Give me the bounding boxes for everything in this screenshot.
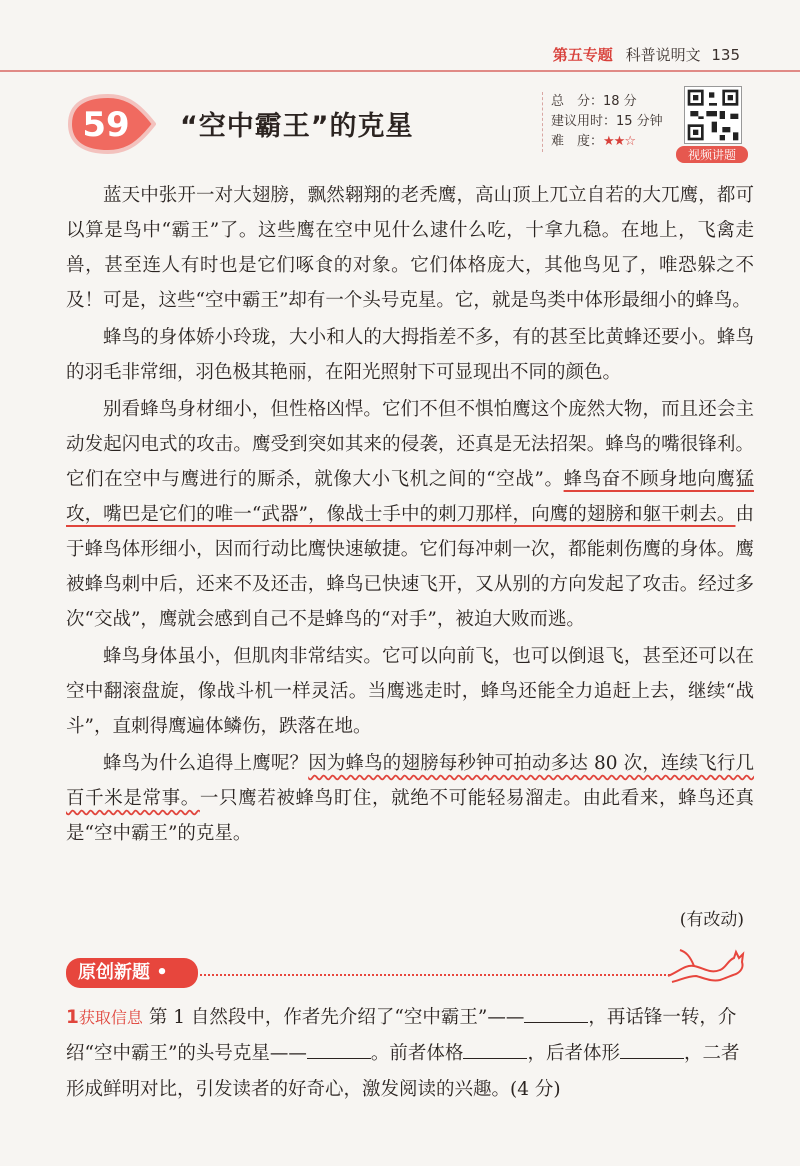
answer-blank[interactable] (463, 1040, 527, 1059)
question-1: 1获取信息 第 1 自然段中，作者先介绍了“空中霸王”—— ，再话锋一转，介绍“空中霸王”的头号克星—— 。前者体格 ，后者体形 ，二者形成鲜明对比，引发读者的好奇心，激发阅读的兴趣。(4 分) (66, 1000, 756, 1108)
question-number: 1 (66, 1007, 79, 1028)
article-paragraph: 蜂鸟身体虽小，但肌肉非常结实。它可以向前飞，也可以倒退飞，甚至还可以在空中翻滚盘旋，像战斗机一样灵活。当鹰逃走时，蜂鸟还能全力追赶上去，继续“战斗”，直刺得鹰遍体鳞伤，跌落在地。 (66, 646, 754, 737)
qr-code-icon[interactable] (684, 86, 742, 144)
lesson-meta (542, 92, 683, 152)
difficulty-stars: ★★☆ (603, 134, 635, 149)
header-divider (0, 70, 800, 72)
source-note: (有改动) (679, 910, 744, 930)
wavy-underlined-sentence: 因为蜂鸟的翅膀每秒钟可拍动多达 80 次，连续飞行几百千米是常事。 (66, 753, 754, 809)
meta-score: 总 分：18 分 (551, 94, 637, 109)
article-paragraph: 别看蜂鸟身材细小，但性格凶悍。它们不但不惧怕鹰这个庞然大物，而且还会主动发起闪电式的攻击。鹰受到突如其来的侵袭，还真是无法招架。蜂鸟的嘴很锋利。它们在空中与鹰进行的厮杀，就像大小飞机之间的“空战”。蜂鸟奋不顾身地向鹰猛攻，嘴巴是它们的唯一“武器”，像战士手中的刺刀那样，向鹰的翅膀和躯干刺去。由于蜂鸟体形细小，因而行动比鹰快速敏捷。它们每冲刺一次，都能刺伤鹰的身体。鹰被蜂鸟刺中后，还来不及还击，蜂鸟已快速飞开，又从别的方向发起了攻击。经过多次“交战”，鹰就会感到自己不是蜂鸟的“对手”，被迫大败而逃。 (66, 399, 754, 630)
article-paragraph: 蜂鸟的身体娇小玲珑，大小和人的大拇指差不多，有的甚至比黄蜂还要小。蜂鸟的羽毛非常细，羽色极其艳丽，在阳光照射下可显现出不同的颜色。 (66, 327, 754, 383)
article-paragraph: 蓝天中张开一对大翅膀，飘然翱翔的老秃鹰，高山顶上兀立自若的大兀鹰，都可以算是鸟中“霸王”了。这些鹰在空中见什么逮什么吃，十拿九稳。在地上，飞禽走兽，甚至连人有时也是它们啄食的对象。它们体格庞大，其他鸟见了，唯恐躲之不及！可是，这些“空中霸王”却有一个头号克星。它，就是鸟类中体形最细小的蜂鸟。 (66, 185, 754, 311)
lesson-title: “空中霸王”的克星 (180, 111, 414, 142)
page-header (553, 44, 740, 65)
section-label: 原创新题 • (66, 958, 198, 988)
answer-blank[interactable] (620, 1040, 684, 1059)
article-paragraph: 蜂鸟为什么追得上鹰呢？因为蜂鸟的翅膀每秒钟可拍动多达 80 次，连续飞行几百千米是常事。一只鹰若被蜂鸟盯住，就绝不可能轻易溜走。由此看来，蜂鸟还真是“空中霸王”的克星。 (66, 753, 754, 844)
underlined-sentence: 蜂鸟奋不顾身地向鹰猛攻，嘴巴是它们的唯一“武器”，像战士手中的刺刀那样，向鹰的翅膀和躯干刺去。 (66, 469, 754, 525)
cat-icon (664, 942, 748, 986)
meta-time: 建议用时：15 分钟 (551, 114, 663, 129)
header-topic: 第五专题 (552, 46, 613, 64)
section-divider (200, 974, 670, 976)
page-number: 135 (711, 46, 740, 64)
lesson-number-badge (62, 92, 156, 156)
question-tag: 获取信息 (78, 1008, 143, 1027)
video-explain-label[interactable]: 视频讲题 (676, 146, 748, 163)
answer-blank[interactable] (524, 1004, 588, 1023)
meta-difficulty: 难 度：★★☆ (551, 134, 635, 149)
article-body (66, 178, 754, 853)
answer-blank[interactable] (307, 1040, 371, 1059)
lesson-number: 59 (82, 105, 130, 145)
header-subject: 科普说明文 (625, 46, 701, 64)
